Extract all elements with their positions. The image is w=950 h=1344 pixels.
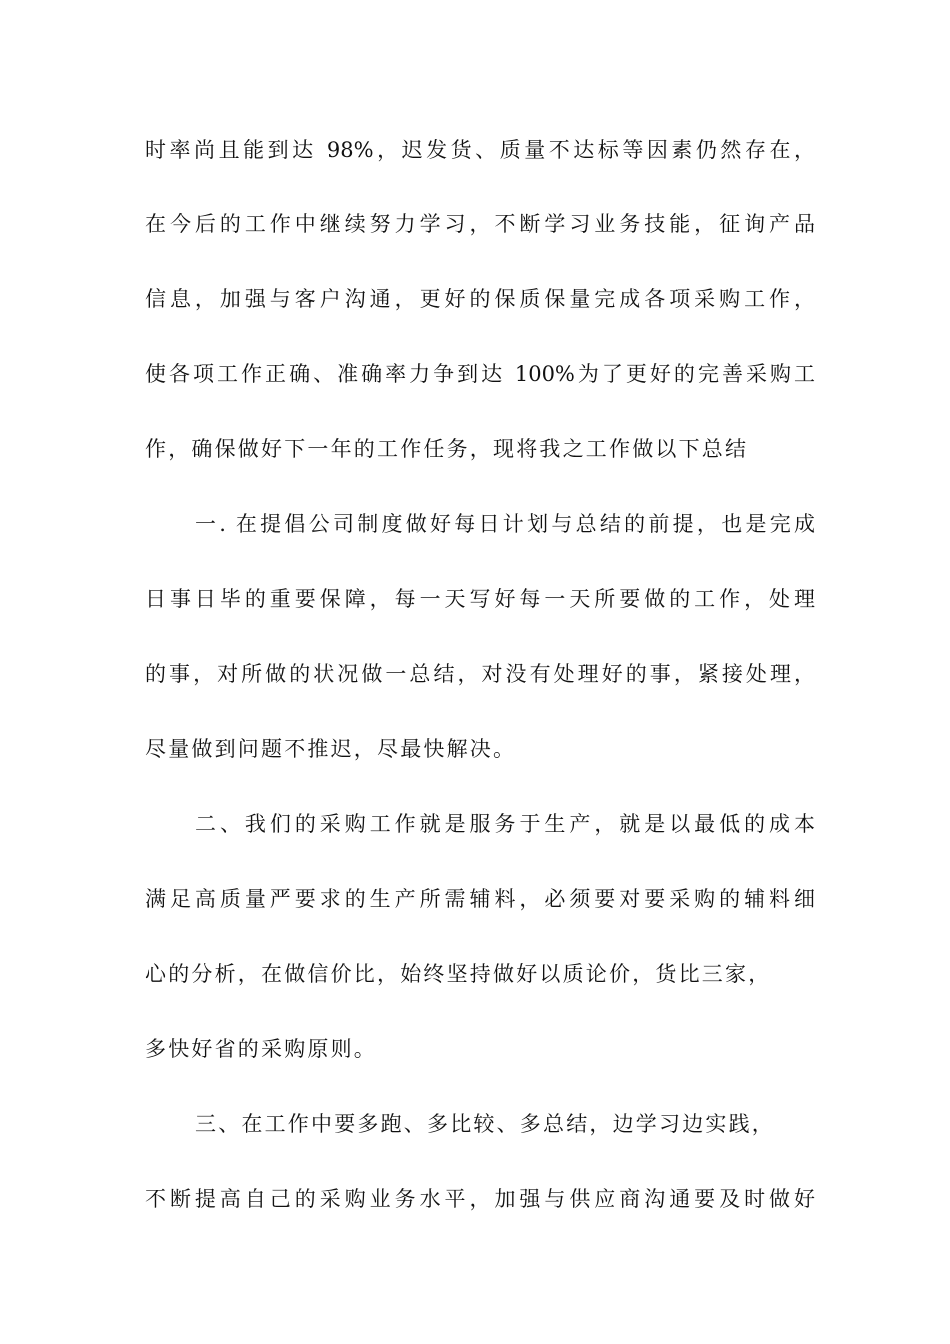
paragraph-2-line-2: 满足高质量严要求的生产所需辅料，必须要对要采购的辅料细 [145,887,815,911]
paragraph-1-line-2: 日事日毕的重要保障，每一天写好每一天所要做的工作，处理 [145,587,815,611]
paragraph-2-line-4: 多快好省的采购原则。 [145,1037,377,1061]
text-line-1: 时率尚且能到达 98%，迟发货、质量不达标等因素仍然存在， [145,138,815,162]
paragraph-1-line-1: 一. 在提倡公司制度做好每日计划与总结的前提，也是完成 [195,512,815,536]
text-line-4: 使各项工作正确、准确率力争到达 100%为了更好的完善采购工 [145,362,815,386]
paragraph-3-line-2: 不断提高自己的采购业务水平，加强与供应商沟通要及时做好 [145,1187,815,1211]
text-line-5: 作，确保做好下一年的工作任务，现将我之工作做以下总结 [145,437,749,461]
paragraph-1-line-3: 的事，对所做的状况做一总结，对没有处理好的事，紧接处理， [145,662,815,686]
text-line-2: 在今后的工作中继续努力学习，不断学习业务技能，征询产品 [145,212,815,236]
text-line-3: 信息，加强与客户沟通，更好的保质保量完成各项采购工作， [145,287,815,311]
paragraph-2-line-1: 二、我们的采购工作就是服务于生产，就是以最低的成本 [195,812,815,836]
paragraph-1-line-4: 尽量做到问题不推迟，尽最快解决。 [145,737,517,761]
paragraph-3-line-1: 三、在工作中要多跑、多比较、多总结，边学习边实践， [195,1112,775,1136]
paragraph-2-line-3: 心的分析，在做信价比，始终坚持做好以质论价，货比三家， [145,962,772,986]
